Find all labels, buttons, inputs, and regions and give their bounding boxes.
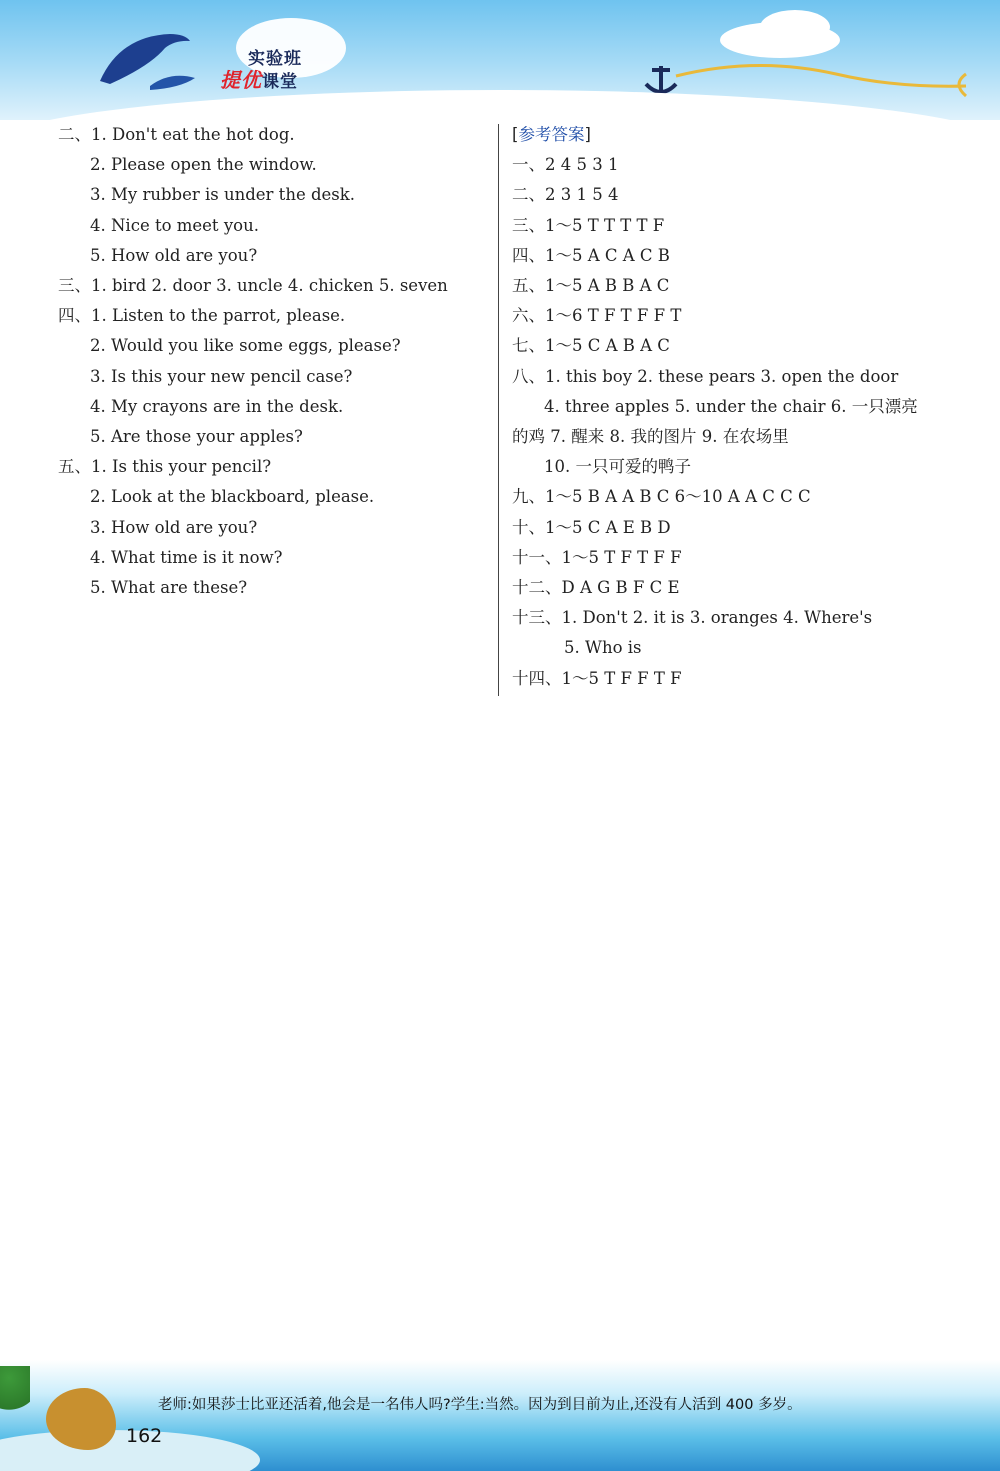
answer-line: 四、1. Listen to the parrot, please. [58, 306, 346, 326]
page-number: 162 [126, 1425, 163, 1447]
reference-answer-line: 十、1～5 C A E B D [512, 517, 671, 537]
series-title-bottom [220, 64, 298, 93]
reference-answer-line: 五、1～5 A B B A C [512, 276, 670, 296]
reference-answer-list [512, 150, 962, 694]
reference-answer-line: 的鸡 7. 醒来 8. 我的图片 9. 在农场里 [512, 427, 789, 447]
header-banner [0, 0, 1000, 120]
answer-line: 3. My rubber is under the desk. [90, 185, 355, 205]
answer-line: 2. Please open the window. [90, 155, 317, 175]
reference-answer-line: 一、2 4 5 3 1 [512, 155, 619, 175]
reference-answer-line: 十三、1. Don't 2. it is 3. oranges 4. Where's [512, 608, 873, 628]
footer-banner [0, 1360, 1000, 1471]
answer-line: 五、1. Is this your pencil? [58, 457, 272, 477]
reference-answer-line: 四、1～5 A C A C B [512, 245, 670, 265]
answer-line: 3. Is this your new pencil case? [90, 366, 353, 386]
answer-line: 5. What are these? [90, 578, 248, 598]
dolphin-icon [90, 26, 200, 96]
answer-line: 4. My crayons are in the desk. [90, 396, 344, 416]
reference-answer-line: 4. three apples 5. under the chair 6. 一只漂亮 [544, 396, 918, 416]
answer-line: 二、1. Don't eat the hot dog. [58, 125, 295, 144]
series-title-top: 实验班 [248, 49, 302, 69]
reference-answer-line: 九、1～5 B A A B C 6～10 A A C C C [512, 487, 811, 507]
answer-line: 3. How old are you? [90, 517, 258, 537]
left-answer-column [58, 120, 490, 603]
bracket-open: [ [512, 125, 519, 144]
answer-line: 5. How old are you? [90, 245, 258, 265]
cloud-icon [760, 10, 830, 44]
reference-answer-line: 三、1～5 T T T T F [512, 215, 665, 235]
brand-name: 提优 [220, 68, 262, 92]
column-divider [498, 124, 499, 696]
reference-answer-line: 六、1～6 T F T F F T [512, 306, 682, 326]
footer-joke: 老师:如果莎士比亚还活着,他会是一名伟人吗?学生:当然。因为到目前为止,还没有人活到 400 多岁。 [158, 1397, 802, 1413]
series-title-suffix: 课堂 [262, 72, 298, 92]
reference-answer-line: 八、1. this boy 2. these pears 3. open the door [512, 366, 899, 386]
reference-answer-line: 10. 一只可爱的鸭子 [544, 457, 691, 477]
reference-answer-line: 七、1～5 C A B A C [512, 336, 670, 356]
reference-answer-line: 5. Who is [564, 638, 642, 658]
reference-answer-line: 十一、1～5 T F T F F [512, 547, 682, 567]
reference-answer-line: 十二、D A G B F C E [512, 578, 680, 598]
answer-line: 4. What time is it now? [90, 547, 283, 567]
reference-answer-line: 二、2 3 1 5 4 [512, 185, 619, 205]
reference-answer-heading [512, 120, 962, 150]
bracket-close: ] [584, 125, 591, 144]
reference-answer-line: 十四、1～5 T F F T F [512, 668, 682, 688]
answer-line: 2. Would you like some eggs, please? [90, 336, 401, 356]
reference-answer-title: 参考答案 [518, 125, 585, 144]
answer-line: 4. Nice to meet you. [90, 215, 259, 235]
palm-tree-icon [0, 1366, 30, 1426]
answer-line: 5. Are those your apples? [90, 427, 303, 447]
answer-line: 三、1. bird 2. door 3. uncle 4. chicken 5. seven [58, 276, 448, 296]
answer-line: 2. Look at the blackboard, please. [90, 487, 375, 507]
right-answer-column [512, 120, 962, 694]
